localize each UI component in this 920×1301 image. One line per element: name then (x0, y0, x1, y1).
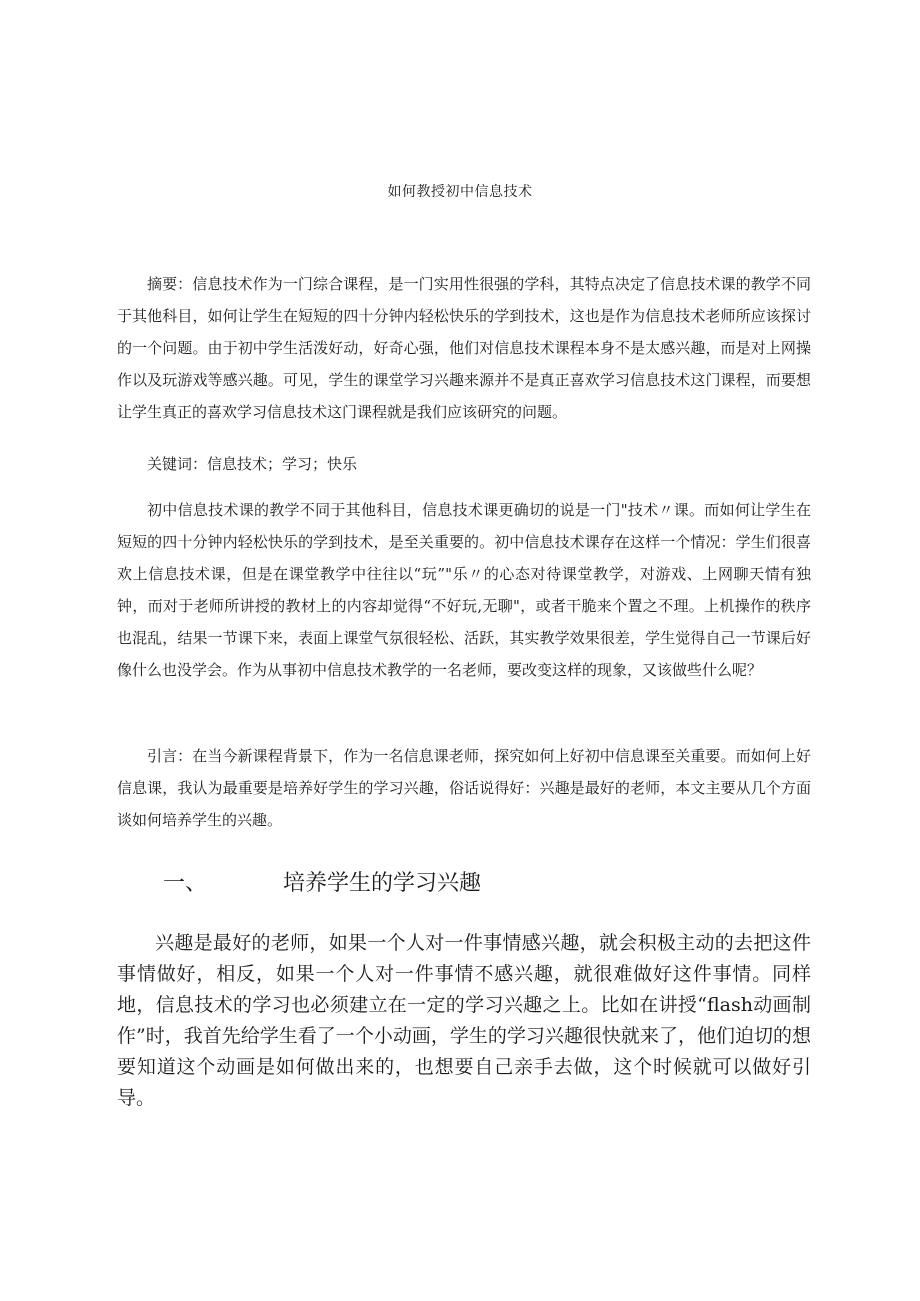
section-body-paragraph: 兴趣是最好的老师，如果一个人对一件事情感兴趣，就会积极主动的去把这件事情做好，相反，如果一个人对一件事情不感兴趣，就很难做好这件事情。同样地，信息技术的学习也必须建立在一定的学习兴趣之上。比如在讲授“flash动画制作”时，我首先给学生看了一个小动画，学生的学习兴趣很快就来了，他们迫切的想要知道这个动画是如何做出来的，也想要自己亲手去做，这个时候就可以做好引导。 (117, 932, 811, 1109)
section-title: 培养学生的学习兴趣 (283, 871, 482, 896)
abstract-paragraph: 摘要：信息技术作为一门综合课程，是一门实用性很强的学科，其特点决定了信息技术课的教学不同于其他科目，如何让学生在短短的四十分钟内轻松快乐的学到技术，这也是作为信息技术老师所应该探讨的一个问题。由于初中学生活泼好动，好奇心强，他们对信息技术课程本身不是太感兴趣，而是对上网操作以及玩游戏等感兴趣。可见，学生的课堂学习兴趣来源并不是真正喜欢学习信息技术这门课程，而要想让学生真正的喜欢学习信息技术这门课程就是我们应该研究的问题。 (117, 275, 811, 421)
section-heading (163, 867, 481, 901)
intro-paragraph: 初中信息技术课的教学不同于其他科目，信息技术课更确切的说是一门"技术〃课。而如何让学生在短短的四十分钟内轻松快乐的学到技术，是至关重要的。初中信息技术课存在这样一个情况：学生们很喜欢上信息技术课，但是在课堂教学中往往以“玩”"乐〃的心态对待课堂教学，对游戏、上网聊天情有独钟，而对于老师所讲授的教材上的内容却觉得“不好玩,无聊"，或者干脆来个置之不理。上机操作的秩序也混乱，结果一节课下来，表面上课堂气氛很轻松、活跃，其实教学效果很差，学生觉得自己一节课后好像什么也没学会。作为从事初中信息技术教学的一名老师，要改变这样的现象，又该做些什么呢？ (117, 501, 811, 679)
preface-paragraph: 引言：在当今新课程背景下，作为一名信息课老师，探究如何上好初中信息课至关重要。而如何上好信息课，我认为最重要是培养好学生的学习兴趣，俗话说得好：兴趣是最好的老师，本文主要从几个方面谈如何培养学生的兴趣。 (117, 747, 811, 829)
keywords-line: 关键词：信息技术；学习；快乐 (147, 455, 358, 473)
document-title: 如何教授初中信息技术 (387, 184, 533, 200)
section-number: 一、 (163, 871, 208, 896)
